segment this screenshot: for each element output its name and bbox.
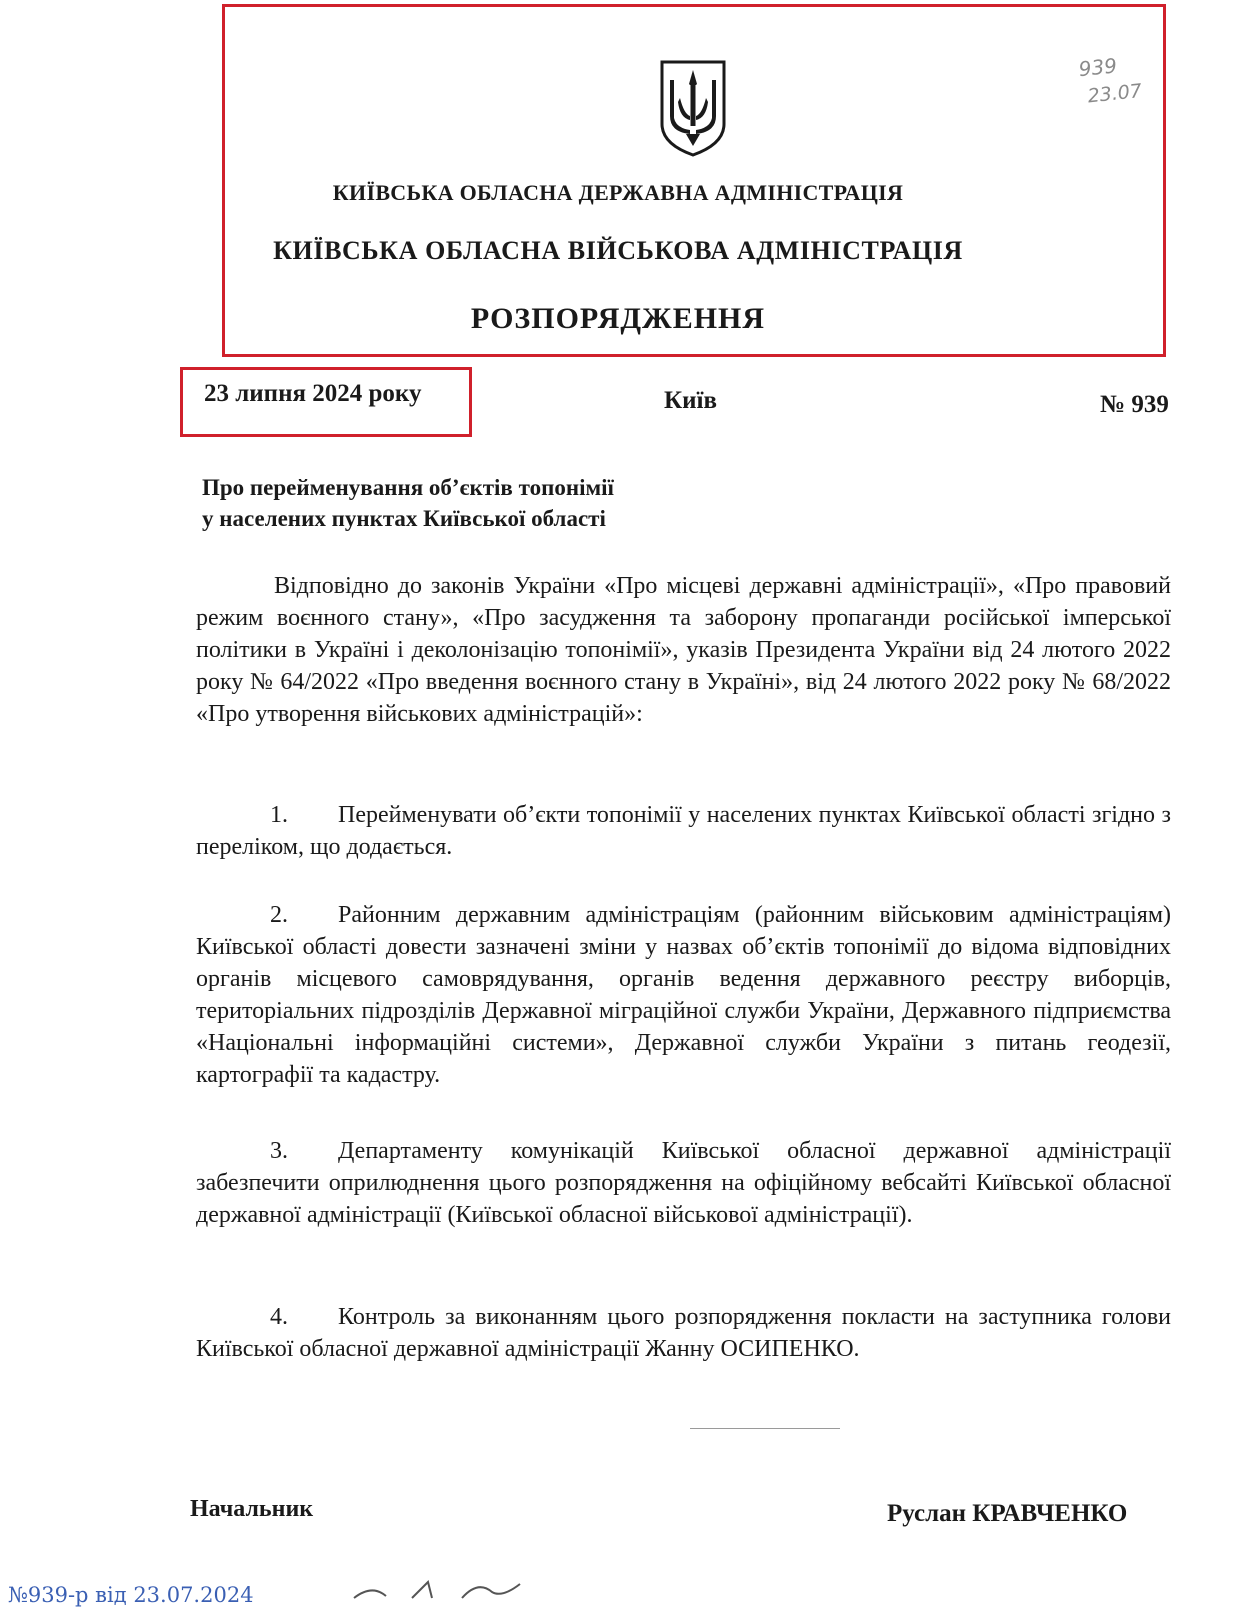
document-city: Київ — [664, 387, 717, 414]
order-item-number: 4. — [270, 1304, 288, 1330]
handwritten-note — [1077, 45, 1182, 111]
org-name-military-administration: КИЇВСЬКА ОБЛАСНА ВІЙСЬКОВА АДМІНІСТРАЦІЯ — [273, 236, 963, 265]
signatory-name: Руслан КРАВЧЕНКО — [887, 1500, 1128, 1527]
preamble-paragraph — [196, 570, 1171, 730]
signature-scribble-icon — [352, 1578, 552, 1600]
order-item-text: Районним державним адміністраціям (районним військовим адміністраціям) Київської області довести зазначені зміни у назвах об’єктів топонімії до відома відповідних органів місцевого самоврядування, органів ведення державного реєстру виборців, територіальних підрозділів Державної міграційної служби України, Державного підприємства «Національні інформаційні системи», Державної служби України з питань геодезії, картографії та кадастру. — [196, 902, 1171, 1088]
document-number: № 939 — [1100, 391, 1169, 418]
registration-stamp: №939-р від 23.07.2024 — [8, 1583, 254, 1607]
order-item-text: Контроль за виконанням цього розпорядження покласти на заступника голови Київської обласної державної адміністрації Жанну ОСИПЕНКО. — [196, 1304, 1171, 1362]
org-name-state-administration: КИЇВСЬКА ОБЛАСНА ДЕРЖАВНА АДМІНІСТРАЦІЯ — [332, 180, 904, 205]
subject-line-1: Про перейменування об’єктів топонімії — [202, 475, 614, 500]
order-item-4 — [196, 1301, 1171, 1365]
order-item-text: Департаменту комунікацій Київської обласної державної адміністрації забезпечити оприлюднення цього розпорядження на офіційному вебсайті Київської обласної державної адміністрації (Київської обласної військової адміністрації). — [196, 1138, 1171, 1228]
handwritten-note-number: 939 — [1077, 53, 1119, 82]
handwritten-note-date: 23.07 — [1086, 79, 1143, 108]
order-item-2 — [196, 899, 1171, 1091]
faint-divider-line — [690, 1428, 840, 1429]
document-type-title: РОЗПОРЯДЖЕННЯ — [470, 302, 766, 335]
signatory-position: Начальник — [190, 1496, 314, 1522]
trident-emblem-icon — [656, 58, 730, 158]
order-item-3 — [196, 1135, 1171, 1231]
preamble-text: Відповідно до законів України «Про місцеві державні адміністрації», «Про правовий режим воєнного стану», «Про засудження та заборону пропаганди російської імперської політики в Україні і деколонізацію топонімії», указів Президента України від 24 лютого 2022 року № 64/2022 «Про введення воєнного стану в Україні», від 24 лютого 2022 року № 68/2022 «Про утворення військових адміністрацій»: — [196, 573, 1171, 727]
order-item-number: 1. — [270, 802, 288, 828]
document-date: 23 липня 2024 року — [204, 380, 422, 407]
order-item-number: 3. — [270, 1138, 288, 1164]
order-item-1 — [196, 799, 1171, 863]
order-item-number: 2. — [270, 902, 288, 928]
order-item-text: Перейменувати об’єкти топонімії у населених пунктах Київської області згідно з переліком, що додається. — [196, 802, 1171, 860]
subject-line-2: у населених пунктах Київської області — [202, 506, 606, 531]
document-subject — [202, 472, 614, 534]
